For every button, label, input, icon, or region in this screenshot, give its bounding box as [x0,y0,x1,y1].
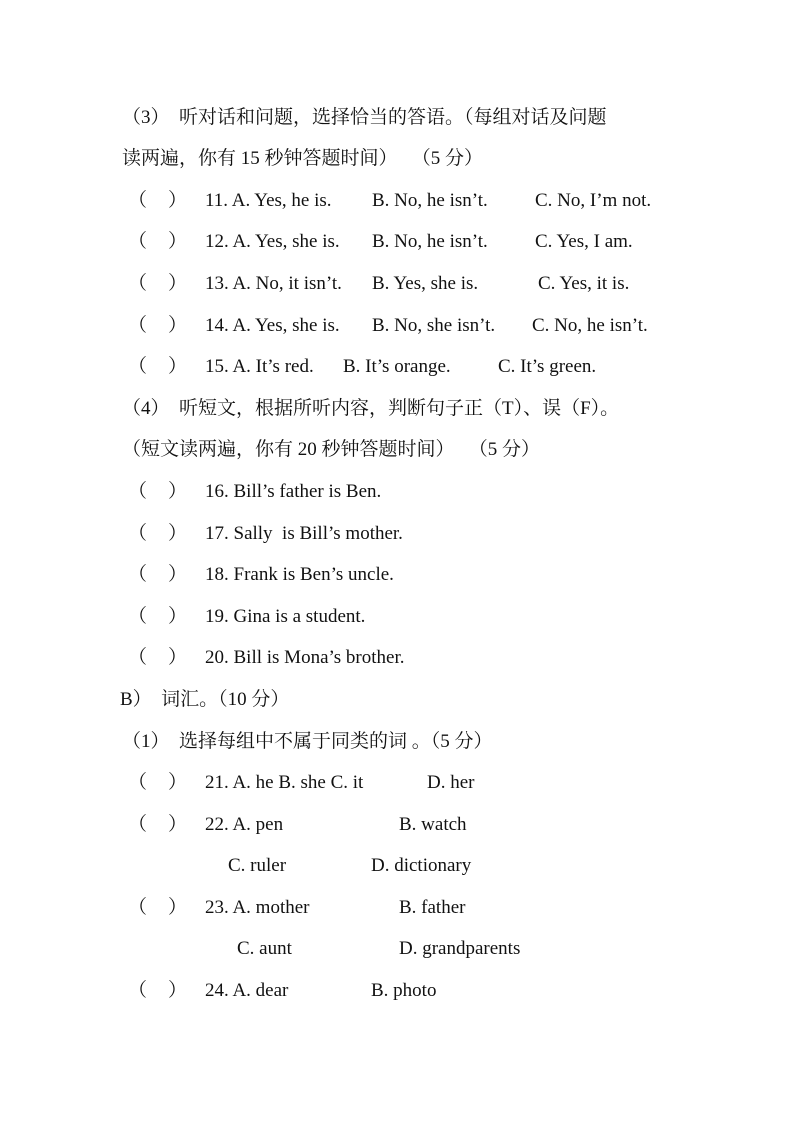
option-b: B. No, he isn’t. [372,190,488,211]
option-b: B. No, she isn’t. [372,315,496,336]
option-c: C. It’s green. [498,356,597,377]
part-b-heading: B） 词汇。（10 分） [120,689,290,710]
answer-paren-open: （ [128,647,148,668]
option-a: 24. A. dear [205,980,289,1001]
option-d: D. dictionary [371,855,472,876]
options-a-c: 21. A. he B. she C. it [205,772,364,793]
answer-paren-open: （ [128,315,148,336]
option-b: B. watch [399,814,467,835]
answer-paren-open: （ [128,356,148,377]
section-4-heading-line2: （短文读两遍，你有 20 秒钟答题时间） （5 分） [122,439,541,460]
answer-paren-close: ） [168,980,188,1001]
option-a: 14. A. Yes, she is. [205,315,340,336]
answer-paren-close: ） [168,315,188,336]
option-c: C. ruler [228,855,287,876]
answer-paren-open: （ [128,772,148,793]
option-c: C. Yes, I am. [535,231,633,252]
answer-paren-close: ） [168,606,188,627]
answer-paren-open: （ [128,231,148,252]
answer-paren-close: ） [168,772,188,793]
option-d: D. her [427,772,475,793]
section-3-heading-line2: 读两遍，你有 15 秒钟答题时间） （5 分） [122,148,484,169]
answer-paren-close: ） [168,814,188,835]
option-c: C. Yes, it is. [538,273,630,294]
option-c: C. aunt [237,938,292,959]
answer-paren-close: ） [168,897,188,918]
option-c: C. No, he isn’t. [532,315,648,336]
section-3-heading-line1: （3） 听对话和问题，选择恰当的答语。（每组对话及问题 [122,107,607,128]
answer-paren-close: ） [168,564,188,585]
statement-text: 19. Gina is a student. [205,606,366,627]
option-a: 22. A. pen [205,814,284,835]
option-a: 11. A. Yes, he is. [205,190,332,211]
statement-text: 16. Bill’s father is Ben. [205,481,382,502]
statement-text: 17. Sally is Bill’s mother. [205,523,403,544]
option-b: B. Yes, she is. [372,273,479,294]
option-a: 15. A. It’s red. [205,356,314,377]
answer-paren-open: （ [128,897,148,918]
answer-paren-open: （ [128,523,148,544]
answer-paren-close: ） [168,523,188,544]
answer-paren-open: （ [128,190,148,211]
option-b: B. photo [371,980,437,1001]
answer-paren-close: ） [168,356,188,377]
option-a: 12. A. Yes, she is. [205,231,340,252]
part-b-section-1-heading: （1） 选择每组中不属于同类的词 。（5 分） [122,731,493,752]
option-b: B. father [399,897,466,918]
option-a: 23. A. mother [205,897,310,918]
answer-paren-close: ） [168,481,188,502]
answer-paren-close: ） [168,231,188,252]
answer-paren-open: （ [128,564,148,585]
answer-paren-open: （ [128,606,148,627]
option-c: C. No, I’m not. [535,190,652,211]
statement-text: 20. Bill is Mona’s brother. [205,647,405,668]
option-d: D. grandparents [399,938,521,959]
answer-paren-open: （ [128,273,148,294]
statement-text: 18. Frank is Ben’s uncle. [205,564,394,585]
option-a: 13. A. No, it isn’t. [205,273,342,294]
section-4-heading-line1: （4） 听短文，根据所听内容，判断句子正（T）、误（F）。 [122,398,620,419]
answer-paren-open: （ [128,980,148,1001]
option-b: B. It’s orange. [343,356,451,377]
answer-paren-close: ） [168,273,188,294]
answer-paren-open: （ [128,481,148,502]
option-b: B. No, he isn’t. [372,231,488,252]
answer-paren-close: ） [168,647,188,668]
question-24 [0,979,794,1123]
answer-paren-open: （ [128,814,148,835]
answer-paren-close: ） [168,190,188,211]
